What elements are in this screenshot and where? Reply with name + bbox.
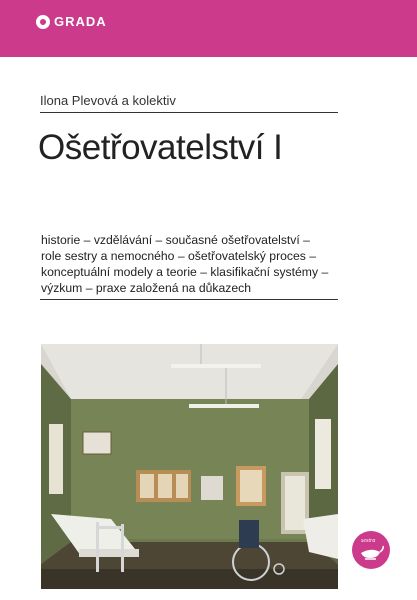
book-subtitle	[41, 232, 341, 296]
book-title: Ošetřovatelství I	[38, 128, 283, 167]
subtitle-line: konceptuální modely a teorie – klasifikační systémy –	[41, 265, 329, 279]
series-badge	[352, 531, 390, 569]
subtitle-line: role sestry a nemocného – ošetřovatelský proces –	[41, 249, 317, 263]
cover-photo-hospital-ward	[41, 344, 338, 589]
publisher-logo	[36, 14, 107, 29]
grada-logo-icon	[36, 15, 50, 29]
divider-top	[40, 112, 338, 113]
badge-label: sestra	[361, 538, 376, 544]
book-author: Ilona Plevová a kolektiv	[40, 93, 176, 108]
publisher-band	[0, 0, 417, 57]
subtitle-line: historie – vzdělávání – současné ošetřovatelství –	[41, 233, 310, 247]
oil-lamp-icon	[352, 531, 390, 569]
publisher-name: GRADA	[54, 14, 107, 29]
subtitle-line: výzkum – praxe založená na důkazech	[41, 281, 252, 295]
divider-bottom	[40, 299, 338, 300]
